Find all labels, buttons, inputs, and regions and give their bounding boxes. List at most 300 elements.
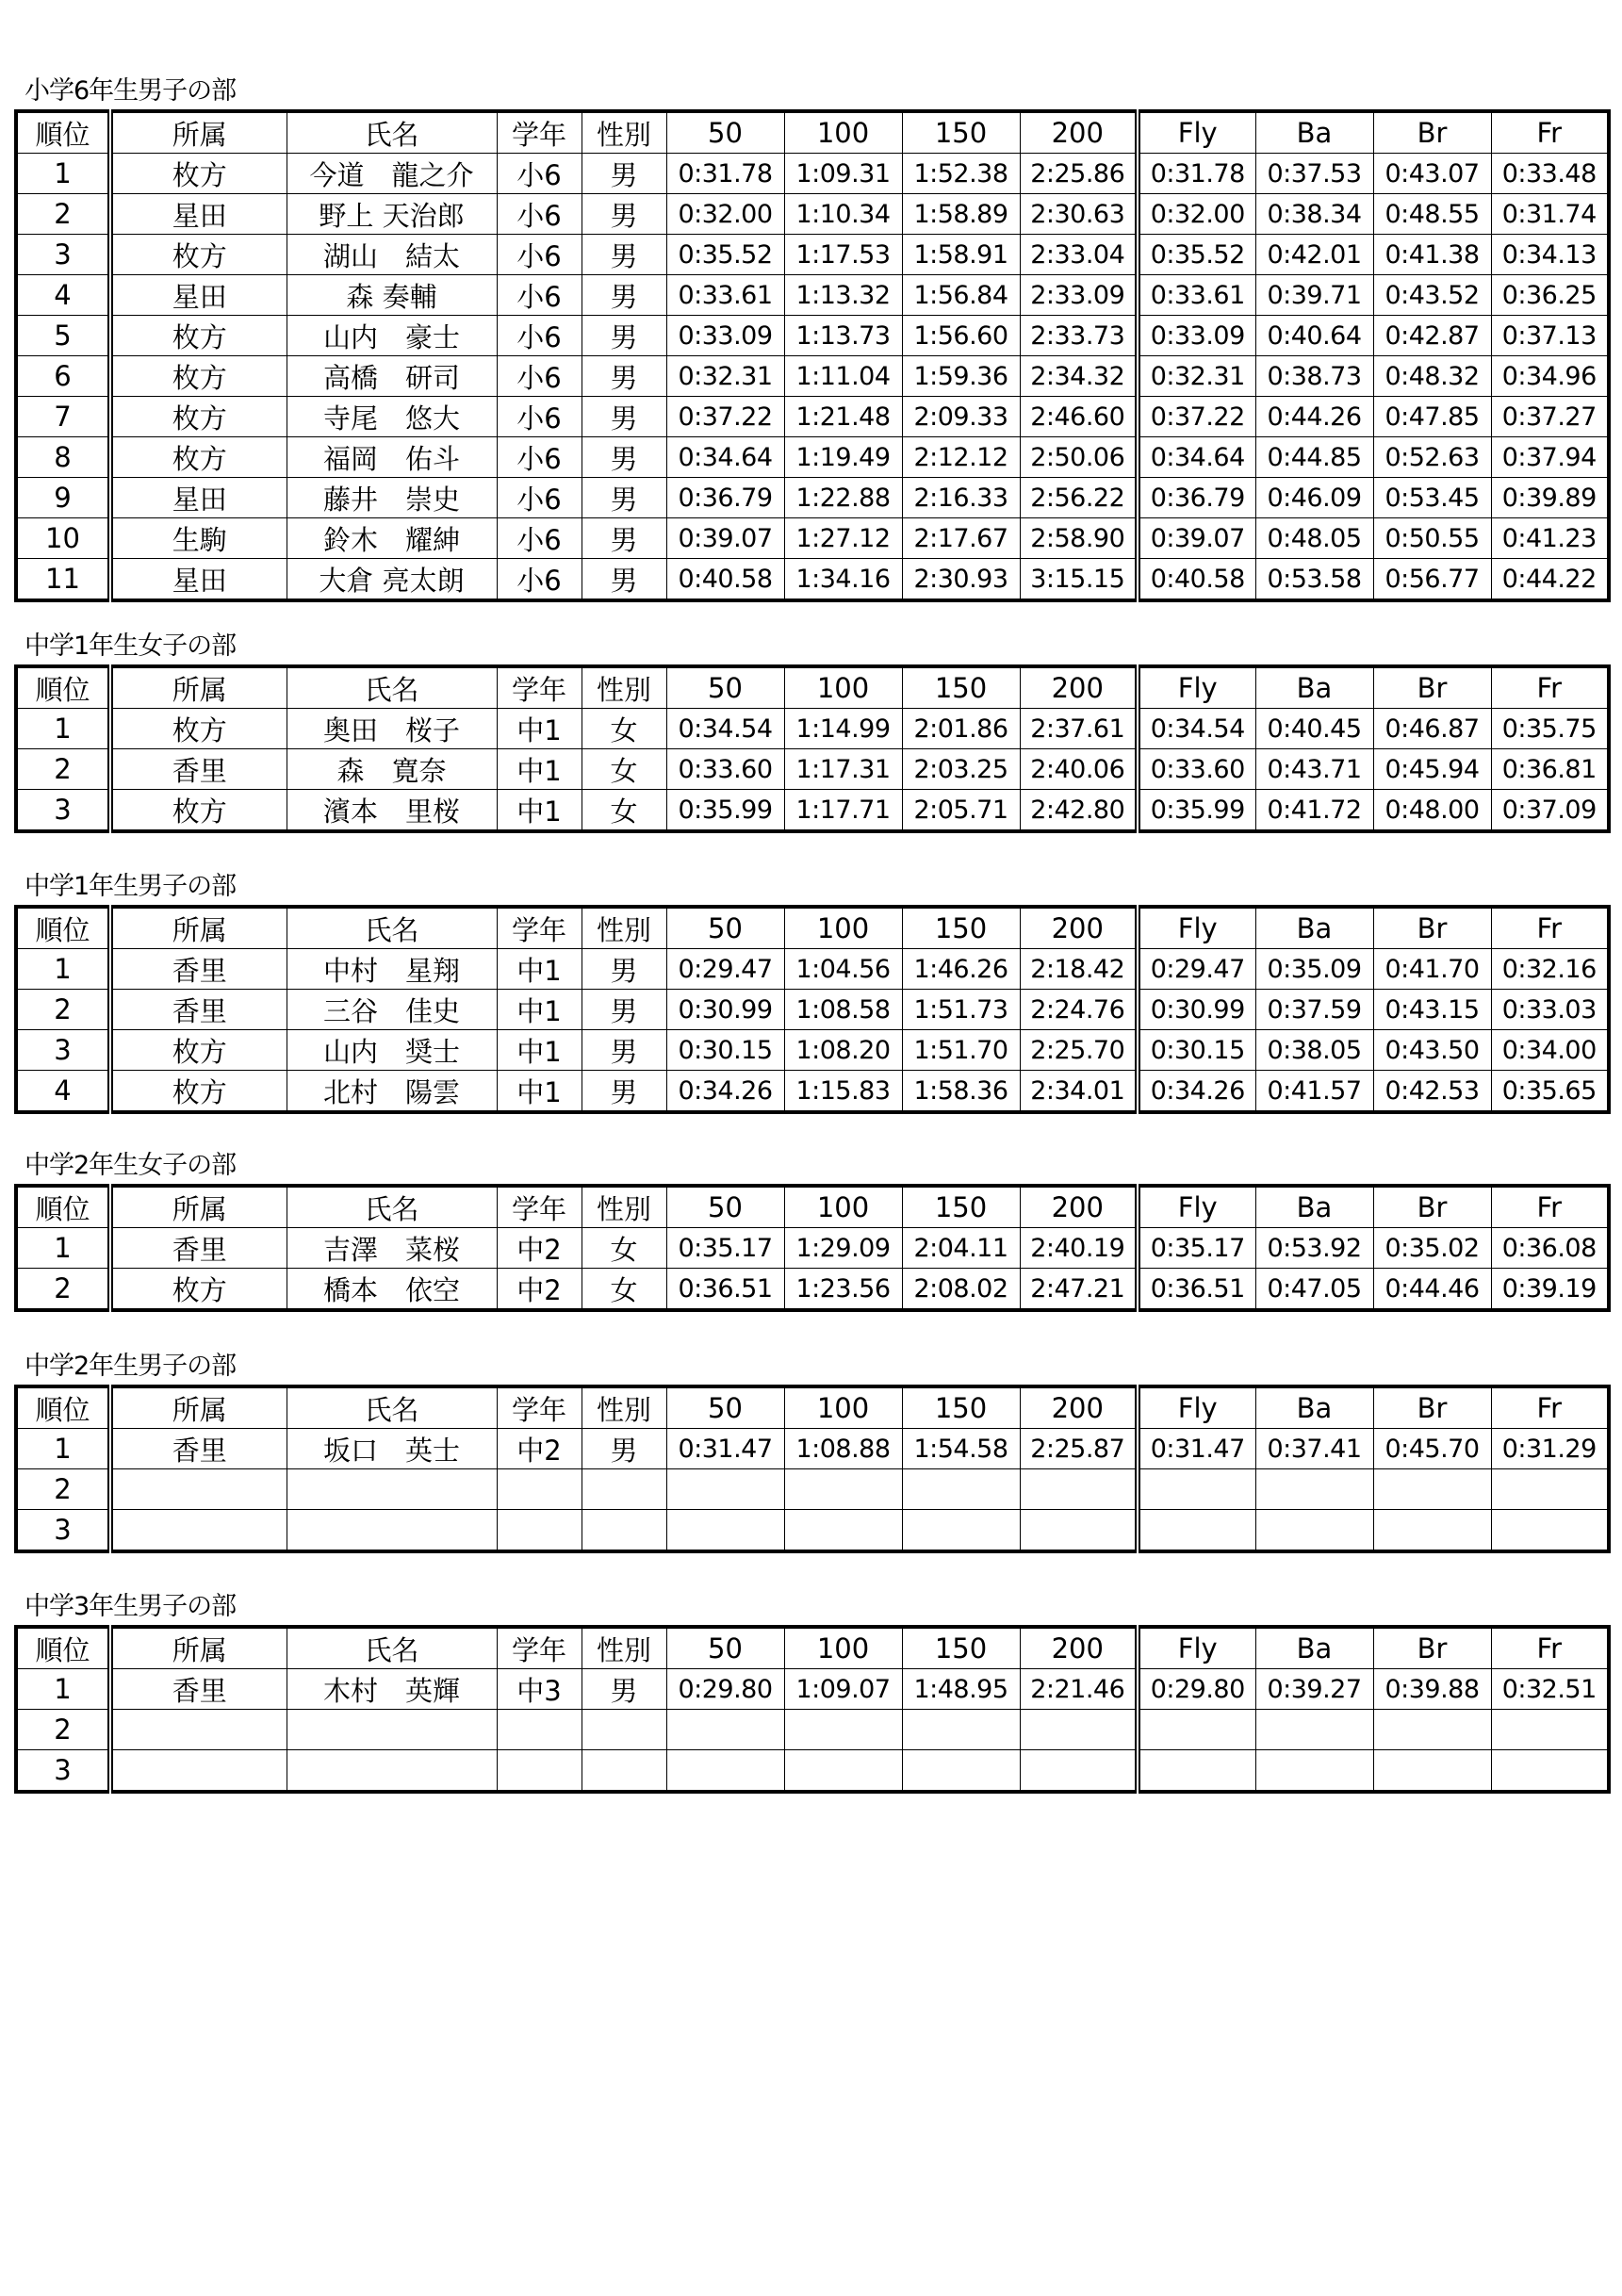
table-row	[16, 709, 1609, 749]
cell-grade: 中2	[497, 1269, 582, 1311]
cell-br	[1373, 1750, 1491, 1793]
cell-fly: 0:34.54	[1138, 709, 1255, 749]
column-header-50: 50	[666, 1186, 784, 1228]
cell-150: 2:01.86	[902, 709, 1020, 749]
cell-name	[287, 1710, 497, 1750]
cell-ba: 0:46.09	[1255, 478, 1373, 518]
cell-br: 0:48.00	[1373, 790, 1491, 832]
column-header-50: 50	[666, 1386, 784, 1429]
cell-ba: 0:48.05	[1255, 518, 1373, 559]
section-title: 小学6年生男子の部	[25, 76, 237, 106]
cell-100: 1:14.99	[784, 709, 902, 749]
cell-fly: 0:30.99	[1138, 990, 1255, 1030]
cell-fr: 0:33.03	[1491, 990, 1609, 1030]
cell-200: 2:25.87	[1020, 1429, 1138, 1469]
cell-fly: 0:40.58	[1138, 559, 1255, 601]
cell-sex: 男	[582, 1669, 666, 1710]
cell-rank: 2	[16, 1469, 110, 1510]
table-row	[16, 397, 1609, 437]
cell-sex: 男	[582, 275, 666, 316]
cell-100: 1:17.31	[784, 749, 902, 790]
column-header-100: 100	[784, 1386, 902, 1429]
cell-50: 0:34.26	[666, 1071, 784, 1113]
table-row	[16, 1469, 1609, 1510]
cell-name: 橋本 依空	[287, 1269, 497, 1311]
cell-fly: 0:36.79	[1138, 478, 1255, 518]
cell-50	[666, 1750, 784, 1793]
cell-club: 枚方	[110, 356, 287, 397]
header-row	[16, 907, 1609, 949]
cell-grade: 中1	[497, 749, 582, 790]
cell-sex: 男	[582, 235, 666, 275]
cell-name: 高橋 研司	[287, 356, 497, 397]
section-title: 中学1年生女子の部	[25, 631, 237, 661]
column-header-ba: Ba	[1255, 907, 1373, 949]
cell-fly: 0:31.47	[1138, 1429, 1255, 1469]
column-header-rank: 順位	[16, 1186, 110, 1228]
cell-150: 2:04.11	[902, 1228, 1020, 1269]
cell-50: 0:36.79	[666, 478, 784, 518]
cell-50: 0:36.51	[666, 1269, 784, 1311]
cell-fr	[1491, 1469, 1609, 1510]
cell-fr: 0:39.19	[1491, 1269, 1609, 1311]
table-row	[16, 194, 1609, 235]
cell-ba: 0:41.57	[1255, 1071, 1373, 1113]
column-header-name: 氏名	[287, 666, 497, 709]
cell-100: 1:04.56	[784, 949, 902, 990]
column-header-fly: Fly	[1138, 907, 1255, 949]
cell-fly: 0:33.61	[1138, 275, 1255, 316]
cell-50: 0:35.52	[666, 235, 784, 275]
cell-br: 0:44.46	[1373, 1269, 1491, 1311]
cell-rank: 1	[16, 709, 110, 749]
cell-100: 1:08.20	[784, 1030, 902, 1071]
column-header-rank: 順位	[16, 111, 110, 154]
cell-ba: 0:42.01	[1255, 235, 1373, 275]
cell-50	[666, 1469, 784, 1510]
column-header-200: 200	[1020, 111, 1138, 154]
cell-200: 2:21.46	[1020, 1669, 1138, 1710]
cell-fly: 0:34.26	[1138, 1071, 1255, 1113]
cell-150: 2:16.33	[902, 478, 1020, 518]
column-header-50: 50	[666, 1627, 784, 1669]
cell-50: 0:29.80	[666, 1669, 784, 1710]
column-header-ba: Ba	[1255, 666, 1373, 709]
column-header-fr: Fr	[1491, 111, 1609, 154]
cell-rank: 1	[16, 1669, 110, 1710]
cell-ba: 0:38.73	[1255, 356, 1373, 397]
cell-200: 2:50.06	[1020, 437, 1138, 478]
column-header-rank: 順位	[16, 666, 110, 709]
table-row	[16, 316, 1609, 356]
cell-ba	[1255, 1510, 1373, 1552]
cell-100: 1:23.56	[784, 1269, 902, 1311]
header-row	[16, 1627, 1609, 1669]
cell-club: 枚方	[110, 790, 287, 832]
cell-fr: 0:37.13	[1491, 316, 1609, 356]
cell-100: 1:22.88	[784, 478, 902, 518]
cell-100: 1:15.83	[784, 1071, 902, 1113]
cell-grade	[497, 1510, 582, 1552]
cell-sex: 男	[582, 397, 666, 437]
cell-fly: 0:29.47	[1138, 949, 1255, 990]
cell-fly	[1138, 1510, 1255, 1552]
column-header-fr: Fr	[1491, 1627, 1609, 1669]
cell-50	[666, 1710, 784, 1750]
column-header-ba: Ba	[1255, 111, 1373, 154]
cell-rank: 3	[16, 1510, 110, 1552]
cell-club: 枚方	[110, 154, 287, 194]
cell-50: 0:31.78	[666, 154, 784, 194]
table-row	[16, 1269, 1609, 1311]
cell-rank: 5	[16, 316, 110, 356]
cell-club: 香里	[110, 1429, 287, 1469]
cell-rank: 1	[16, 154, 110, 194]
results-table	[14, 664, 1611, 833]
cell-50: 0:32.00	[666, 194, 784, 235]
header-row	[16, 1186, 1609, 1228]
cell-fly: 0:32.31	[1138, 356, 1255, 397]
cell-150: 1:51.70	[902, 1030, 1020, 1071]
section-title: 中学2年生女子の部	[25, 1151, 237, 1180]
cell-fr: 0:39.89	[1491, 478, 1609, 518]
cell-150: 1:52.38	[902, 154, 1020, 194]
cell-fr	[1491, 1710, 1609, 1750]
cell-br	[1373, 1710, 1491, 1750]
cell-150: 1:58.36	[902, 1071, 1020, 1113]
cell-50: 0:29.47	[666, 949, 784, 990]
cell-150: 2:17.67	[902, 518, 1020, 559]
cell-ba: 0:53.58	[1255, 559, 1373, 601]
column-header-sex: 性別	[582, 1627, 666, 1669]
column-header-fr: Fr	[1491, 666, 1609, 709]
cell-rank: 1	[16, 949, 110, 990]
column-header-club: 所属	[110, 1627, 287, 1669]
column-header-grade: 学年	[497, 1186, 582, 1228]
cell-grade: 中2	[497, 1228, 582, 1269]
column-header-club: 所属	[110, 1186, 287, 1228]
cell-100: 1:11.04	[784, 356, 902, 397]
cell-ba: 0:53.92	[1255, 1228, 1373, 1269]
cell-grade: 中1	[497, 790, 582, 832]
cell-200	[1020, 1510, 1138, 1552]
column-header-200: 200	[1020, 907, 1138, 949]
cell-50: 0:33.09	[666, 316, 784, 356]
cell-ba: 0:38.05	[1255, 1030, 1373, 1071]
cell-100	[784, 1469, 902, 1510]
cell-name	[287, 1510, 497, 1552]
cell-grade: 小6	[497, 154, 582, 194]
cell-fr: 0:37.27	[1491, 397, 1609, 437]
results-section	[14, 1148, 1607, 1312]
cell-50: 0:31.47	[666, 1429, 784, 1469]
cell-fr: 0:36.25	[1491, 275, 1609, 316]
column-header-fly: Fly	[1138, 1627, 1255, 1669]
cell-br: 0:43.15	[1373, 990, 1491, 1030]
cell-fr: 0:33.48	[1491, 154, 1609, 194]
cell-50: 0:34.64	[666, 437, 784, 478]
column-header-150: 150	[902, 1186, 1020, 1228]
cell-fly: 0:34.64	[1138, 437, 1255, 478]
cell-br: 0:48.55	[1373, 194, 1491, 235]
cell-grade: 中1	[497, 709, 582, 749]
column-header-150: 150	[902, 111, 1020, 154]
cell-150: 1:54.58	[902, 1429, 1020, 1469]
column-header-ba: Ba	[1255, 1186, 1373, 1228]
cell-fr	[1491, 1750, 1609, 1793]
table-row	[16, 235, 1609, 275]
column-header-fly: Fly	[1138, 111, 1255, 154]
cell-rank: 2	[16, 990, 110, 1030]
cell-sex: 男	[582, 356, 666, 397]
table-row	[16, 1669, 1609, 1710]
cell-50	[666, 1510, 784, 1552]
table-row	[16, 356, 1609, 397]
cell-150: 1:58.89	[902, 194, 1020, 235]
cell-ba	[1255, 1750, 1373, 1793]
column-header-fr: Fr	[1491, 907, 1609, 949]
cell-200: 2:34.32	[1020, 356, 1138, 397]
cell-50: 0:34.54	[666, 709, 784, 749]
cell-sex: 男	[582, 478, 666, 518]
cell-grade: 小6	[497, 356, 582, 397]
cell-fly	[1138, 1710, 1255, 1750]
cell-150: 2:09.33	[902, 397, 1020, 437]
cell-100: 1:29.09	[784, 1228, 902, 1269]
cell-fly: 0:31.78	[1138, 154, 1255, 194]
cell-ba: 0:37.59	[1255, 990, 1373, 1030]
column-header-100: 100	[784, 907, 902, 949]
cell-br: 0:50.55	[1373, 518, 1491, 559]
cell-name: 濱本 里桜	[287, 790, 497, 832]
cell-fly: 0:36.51	[1138, 1269, 1255, 1311]
results-section	[14, 1589, 1607, 1794]
cell-fly: 0:29.80	[1138, 1669, 1255, 1710]
cell-name: 湖山 結太	[287, 235, 497, 275]
cell-200: 2:40.19	[1020, 1228, 1138, 1269]
column-header-br: Br	[1373, 1627, 1491, 1669]
cell-club: 枚方	[110, 1269, 287, 1311]
column-header-grade: 学年	[497, 666, 582, 709]
cell-fr: 0:34.96	[1491, 356, 1609, 397]
column-header-150: 150	[902, 666, 1020, 709]
cell-name: 奥田 桜子	[287, 709, 497, 749]
column-header-rank: 順位	[16, 907, 110, 949]
cell-rank: 4	[16, 275, 110, 316]
cell-grade	[497, 1469, 582, 1510]
results-section	[14, 869, 1607, 1114]
table-row	[16, 154, 1609, 194]
cell-ba: 0:40.45	[1255, 709, 1373, 749]
cell-club: 星田	[110, 194, 287, 235]
cell-club: 生駒	[110, 518, 287, 559]
column-header-name: 氏名	[287, 1186, 497, 1228]
column-header-sex: 性別	[582, 111, 666, 154]
cell-200	[1020, 1710, 1138, 1750]
cell-fly: 0:35.17	[1138, 1228, 1255, 1269]
cell-ba: 0:47.05	[1255, 1269, 1373, 1311]
cell-100: 1:21.48	[784, 397, 902, 437]
cell-club	[110, 1750, 287, 1793]
cell-ba	[1255, 1469, 1373, 1510]
cell-50: 0:39.07	[666, 518, 784, 559]
cell-rank: 10	[16, 518, 110, 559]
cell-100: 1:08.88	[784, 1429, 902, 1469]
cell-ba: 0:39.27	[1255, 1669, 1373, 1710]
cell-grade: 中1	[497, 949, 582, 990]
cell-br: 0:42.87	[1373, 316, 1491, 356]
column-header-grade: 学年	[497, 111, 582, 154]
cell-100: 1:13.32	[784, 275, 902, 316]
column-header-sex: 性別	[582, 1186, 666, 1228]
cell-fly: 0:37.22	[1138, 397, 1255, 437]
cell-150	[902, 1710, 1020, 1750]
cell-rank: 1	[16, 1228, 110, 1269]
cell-grade: 中3	[497, 1669, 582, 1710]
cell-name: 中村 星翔	[287, 949, 497, 990]
cell-grade: 小6	[497, 559, 582, 601]
cell-name: 大倉 亮太朗	[287, 559, 497, 601]
cell-150: 2:30.93	[902, 559, 1020, 601]
table-row	[16, 1228, 1609, 1269]
cell-200: 2:42.80	[1020, 790, 1138, 832]
column-header-50: 50	[666, 111, 784, 154]
cell-br: 0:43.07	[1373, 154, 1491, 194]
column-header-br: Br	[1373, 907, 1491, 949]
table-row	[16, 1510, 1609, 1552]
column-header-ba: Ba	[1255, 1386, 1373, 1429]
cell-100	[784, 1750, 902, 1793]
cell-200: 2:56.22	[1020, 478, 1138, 518]
cell-ba: 0:38.34	[1255, 194, 1373, 235]
results-section	[14, 1349, 1607, 1553]
column-header-club: 所属	[110, 111, 287, 154]
column-header-150: 150	[902, 1627, 1020, 1669]
cell-grade: 小6	[497, 397, 582, 437]
cell-rank: 9	[16, 478, 110, 518]
cell-br: 0:56.77	[1373, 559, 1491, 601]
cell-200: 2:24.76	[1020, 990, 1138, 1030]
column-header-sex: 性別	[582, 907, 666, 949]
column-header-name: 氏名	[287, 1386, 497, 1429]
cell-rank: 3	[16, 790, 110, 832]
cell-50: 0:33.60	[666, 749, 784, 790]
cell-fly: 0:35.99	[1138, 790, 1255, 832]
cell-200: 2:33.04	[1020, 235, 1138, 275]
cell-sex: 女	[582, 709, 666, 749]
cell-grade: 中1	[497, 990, 582, 1030]
cell-ba	[1255, 1710, 1373, 1750]
cell-100: 1:13.73	[784, 316, 902, 356]
cell-fr: 0:32.16	[1491, 949, 1609, 990]
cell-sex: 女	[582, 1269, 666, 1311]
cell-sex: 男	[582, 1071, 666, 1113]
cell-name: 北村 陽雲	[287, 1071, 497, 1113]
cell-50: 0:33.61	[666, 275, 784, 316]
column-header-grade: 学年	[497, 1627, 582, 1669]
cell-sex: 男	[582, 559, 666, 601]
cell-fly: 0:33.09	[1138, 316, 1255, 356]
cell-grade: 小6	[497, 316, 582, 356]
column-header-100: 100	[784, 111, 902, 154]
cell-br: 0:43.50	[1373, 1030, 1491, 1071]
column-header-name: 氏名	[287, 907, 497, 949]
results-table	[14, 1625, 1611, 1794]
cell-br: 0:45.94	[1373, 749, 1491, 790]
cell-sex: 女	[582, 790, 666, 832]
cell-club: 星田	[110, 559, 287, 601]
column-header-50: 50	[666, 666, 784, 709]
cell-100	[784, 1510, 902, 1552]
cell-100: 1:17.71	[784, 790, 902, 832]
column-header-grade: 学年	[497, 1386, 582, 1429]
table-row	[16, 437, 1609, 478]
table-row	[16, 990, 1609, 1030]
cell-grade: 小6	[497, 235, 582, 275]
cell-sex	[582, 1469, 666, 1510]
cell-150: 1:56.84	[902, 275, 1020, 316]
column-header-sex: 性別	[582, 1386, 666, 1429]
cell-rank: 3	[16, 1030, 110, 1071]
cell-100: 1:27.12	[784, 518, 902, 559]
column-header-200: 200	[1020, 1386, 1138, 1429]
cell-name: 森 寛奈	[287, 749, 497, 790]
cell-sex	[582, 1750, 666, 1793]
cell-br: 0:35.02	[1373, 1228, 1491, 1269]
cell-ba: 0:37.53	[1255, 154, 1373, 194]
column-header-150: 150	[902, 907, 1020, 949]
cell-rank: 3	[16, 1750, 110, 1793]
results-table	[14, 1385, 1611, 1553]
cell-fr	[1491, 1510, 1609, 1552]
column-header-fr: Fr	[1491, 1186, 1609, 1228]
column-header-100: 100	[784, 1186, 902, 1228]
column-header-fly: Fly	[1138, 666, 1255, 709]
table-row	[16, 749, 1609, 790]
cell-fr: 0:35.65	[1491, 1071, 1609, 1113]
cell-club: 枚方	[110, 1030, 287, 1071]
column-header-fly: Fly	[1138, 1186, 1255, 1228]
cell-club: 星田	[110, 275, 287, 316]
cell-100: 1:19.49	[784, 437, 902, 478]
results-table	[14, 905, 1611, 1114]
cell-club: 枚方	[110, 709, 287, 749]
header-row	[16, 111, 1609, 154]
cell-100: 1:09.07	[784, 1669, 902, 1710]
column-header-50: 50	[666, 907, 784, 949]
table-row	[16, 478, 1609, 518]
column-header-fly: Fly	[1138, 1386, 1255, 1429]
cell-200	[1020, 1750, 1138, 1793]
cell-br	[1373, 1510, 1491, 1552]
cell-sex: 男	[582, 154, 666, 194]
cell-50: 0:35.17	[666, 1228, 784, 1269]
cell-200	[1020, 1469, 1138, 1510]
cell-100: 1:17.53	[784, 235, 902, 275]
cell-rank: 6	[16, 356, 110, 397]
cell-200: 2:30.63	[1020, 194, 1138, 235]
results-section	[14, 74, 1607, 602]
column-header-name: 氏名	[287, 111, 497, 154]
cell-rank: 2	[16, 1269, 110, 1311]
cell-grade: 小6	[497, 194, 582, 235]
column-header-club: 所属	[110, 666, 287, 709]
column-header-name: 氏名	[287, 1627, 497, 1669]
cell-fr: 0:41.23	[1491, 518, 1609, 559]
cell-rank: 2	[16, 194, 110, 235]
cell-100: 1:34.16	[784, 559, 902, 601]
table-row	[16, 1710, 1609, 1750]
